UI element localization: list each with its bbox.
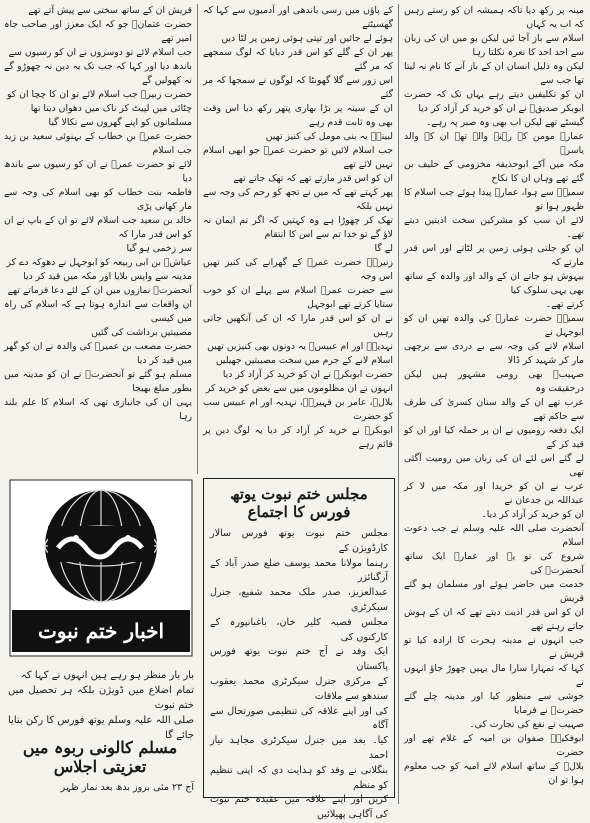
right-column-line: اسلام لانے کی وجہ سے بے دردی سے برچھی مار کر شہید کر ڈالا <box>404 341 584 366</box>
right-column-line: سمیہؓ سے ہوا، عمارؓ پیدا ہوئے جب اسلام کا ظہور ہوا تو <box>404 187 584 212</box>
middle-column-line: بلالؓ، عامر بن فہیرہؓ، نہدیہ اور ام عبیس سب کو حضرت <box>203 397 393 422</box>
left-column-line: مدینہ سے واپس بلایا اور مکہ میں قید کر دیا <box>23 271 192 282</box>
middle-column-line: جب اسلام لائیں تو حضرت عمرؓ جو ابھی اسلام نہیں لائے تھے <box>203 145 393 170</box>
middle-column-line: نہدیہؓ اور ام عبیسؓ یہ دونوں بھی کنیزیں تھیں <box>207 341 393 352</box>
right-column-line: سمیہؓ حضرت عمارؓ کی والدہ تھیں ان کو ابوجہل نے <box>404 313 584 338</box>
left-column-line: قریش ان کے ساتھ سختی سے پیش آتے تھے <box>28 5 192 16</box>
middle-column-line: ان کے سینہ پر بڑا بھاری پتھر رکھ دیا اس وقت بھی وہ ثابت قدم رہے <box>203 103 393 128</box>
middle-column-line: لے گا <box>374 243 393 254</box>
lower-news-line: بار بار منظر ہو رہے ہیں انہوں نے کہا کہ <box>21 670 194 681</box>
middle-column-line: پھر کہتے تھے کہ میں نے تجھ کو رحم کی وجہ سے نہیں بلکہ <box>203 187 393 212</box>
middle-column-line: ان کو اس قدر مارتے تھے کہ تھک جاتے تھے <box>233 173 393 184</box>
middle-column-line: سے حضرت عمرؓ اسلام سے پہلے ان کو خوب ستایا کرتے تھے ابوجہل <box>203 285 393 310</box>
announcement-line: مجلس قصبہ کلیر خان، باغبانپورہ کے کارکنوں کی <box>210 616 388 643</box>
right-column-line: ان کو جلتی ہوئی زمین پر لٹاتے اور اس قدر مارتے کہ <box>404 243 584 268</box>
left-column-line: خالد بن سعید جب اسلام لائے تو ان کے باپ نے ان کو اس قدر مارا کہ <box>4 215 192 240</box>
right-column-line: اسلام سے باز آجا ئیں لیکن یو میں ان کی زبان سے احد احد کا نعرہ نکلتا رہا <box>404 33 584 58</box>
left-column-line: عیاشؓ بن ابی ربیعہ کو ابوجہل نے دھوکہ دے کر <box>6 257 192 268</box>
column-rule-right <box>398 4 399 804</box>
left-column-line: مصیبتیں برداشت کی گئیں <box>91 327 192 338</box>
right-column-line: گیسٹے تھے لیکن اب بھی وہ صبر پہ رہے۔ <box>425 117 584 128</box>
middle-column-line: پھر ان کے گلے کو اس قدر دبایا کہ لوگ سمجھے کہ مر گئے <box>203 47 393 72</box>
announcement-line: کریں اور اپنے علاقہ میں عقیدہ ختم نبوت کی آگاہی پھیلائیں <box>210 794 388 821</box>
right-column-line: مکہ میں آکے ابوحذیفہ مخزومی کے حلیف بن گئے تھے وہاں ان کا نکاح <box>404 159 584 184</box>
right-column-line: آنحضرت صلی اللہ علیہ وسلم نے جب دعوت اسلام <box>404 523 584 548</box>
announcement-line: کے مرکزی جنرل سیکرٹری محمد یعقوب سندھو سے ملاقات <box>210 675 388 702</box>
left-column-text <box>4 4 192 468</box>
left-column-line: حضرت عمرؓ بن خطاب کے بہنوئی سعید بن زید جب اسلام <box>4 131 192 156</box>
middle-column-text <box>203 4 393 468</box>
middle-column-line: زنیرہؓ حضرت عمرؓ کے گھرانے کی کنیز تھیں اس وجہ <box>203 257 393 282</box>
right-column-line: کرتے تھے۔ <box>545 299 584 310</box>
left-column-line: چٹائی میں لپیٹ کر ناک میں دھواں دیتا تھا <box>30 103 192 114</box>
lower-news-line: تمام اضلاع میں ڈویژن بلکہ ہر تحصیل میں ختم نبوت <box>8 685 194 711</box>
lower-news-headline: مسلم کالونی ربوہ میں تعزیتی اجلاس <box>22 738 178 776</box>
announcement-body <box>210 527 388 823</box>
logo-title: اخبار ختم نبوت <box>12 610 190 652</box>
right-column-line: صہیبؓ بھی رومی مشہور ہیں لیکن درحقیقت وہ <box>404 369 584 394</box>
right-column-line: شروع کی تو یہ اور عمارؓ ایک ساتھ آنحضرتؐ کی <box>404 551 584 576</box>
left-column-line: باندھ دیا اور کہا کہ جب تک یہ دین نہ چھوڑو گے نہ کھولیں گے <box>4 61 192 86</box>
middle-column-line: اسلام لانے کے جرم میں سخت مصیبتیں جھیلیں <box>215 355 393 366</box>
middle-column-line: حضرت ابوبکرؓ نے ان کو خرید کر آزاد کر دیا <box>222 369 393 380</box>
left-column-line: حضرت زبیرؓ جب اسلام لائے تو ان کا چچا ان کو <box>6 89 192 100</box>
right-column-line: خدمت میں حاضر ہوئے اور مسلمان ہو گئے قریش <box>404 579 584 604</box>
left-column-line: جب اسلام لائے تو دوسروں نے ان کو رسیوں سے <box>8 47 192 58</box>
right-column-line: جب انہوں نے مدینہ ہجرت کا ارادہ کیا تو قریش نے <box>404 635 584 660</box>
left-column-line: لائے تو حضرت عمرؓ نے ان کو رسیوں سے باندھ دیا <box>4 159 192 184</box>
middle-column-line: لبینہؓ یہ بنی مومل کی کنیز تھیں <box>265 131 393 142</box>
right-column-line: خوشی سے منظور کیا اور مدینہ چلے گئے حضرتؐ نے فرمایا <box>404 691 584 716</box>
announcement-line: ایک وفد نے آج ختم نبوت یوتھ فورس پاکستان <box>210 646 388 673</box>
left-column-line: مسلمانوں کو اپنے گھروں سے نکالا گیا <box>48 117 192 128</box>
right-column-line: مینہ پر رکھ دیا تاکہ ہمیشہ ان کو رستے رہیں کہ اب یہ کہاں <box>404 5 584 30</box>
left-column-line: ان واقعات سے اندازہ ہوتا ہے کہ اسلام کی راہ میں کیسی <box>4 299 192 324</box>
right-column-line: لائے ان سب کو مشرکین سخت اذیتیں دیتے تھے۔ <box>404 215 584 240</box>
middle-column-line: کے پاؤں میں رسی باندھی اور آدمیوں سے کہا کہ گھسیٹتے <box>203 5 393 30</box>
announcement-title: مجلس ختم نبوت یوتھ فورس کا اجتماع <box>230 485 368 521</box>
right-column-line: ان کو اس قدر اذیت دیتے تھے کہ ان کے ہوش جاتے رہتے تھے <box>404 607 584 632</box>
right-column-line: بلالؓ کے ساتھ اسلام لائے امیہ کو جب معلوم ہوا تو ان <box>404 761 584 786</box>
left-column-line: حضرت مصعب بن عمیرؓ کی والدہ نے ان کو گھر میں قید کر دیا <box>4 341 192 366</box>
announcement-box <box>203 478 395 821</box>
middle-column-line: نے ان کو اس قدر مارا کہ ان کی آنکھیں جاتی رہیں <box>203 313 393 338</box>
left-column-line: مسلم ہو گئے تو آنحضرتؐ نے ان کو مدینہ میں بطور مبلغ بھیجا <box>4 369 192 394</box>
right-column-text <box>404 4 584 800</box>
right-column-line: بیہوش ہو جاتے ان کے والد اور والدہ کے ساتھ بھی یہی سلوک کیا <box>404 271 584 296</box>
announcement-line: کیا۔ بعد میں جنرل سیکرٹری مجاہد نیاز احمد <box>210 735 388 761</box>
announcement-line: عبدالعزیز، صدر ملک محمد شفیع، جنرل سیکرٹری <box>210 587 388 613</box>
column-rule-left <box>197 4 198 474</box>
announcement-line: کی اور اپنے علاقہ کی تنظیمی صورتحال سے آگاہ <box>210 705 388 732</box>
right-column-line: کہا کہ تمہارا سارا مال یہیں چھوڑ جاؤ انہوں نے <box>404 663 584 688</box>
right-column-line: عمارؓ مومن کے رہنے والے تھے ان کے والد یاسرؓ <box>404 131 584 156</box>
announcement-line: مجلس ختم نبوت یوتھ فورس سالار کارڈویژن کے <box>210 528 388 554</box>
middle-column-line: ابوبکرؓ نے خرید کر آزاد کر دیا یہ لوگ دین پر قائم رہے <box>203 425 393 450</box>
left-column-line: حضرت عثمانؓ جو کہ ایک معزز اور صاحب جاہ امیر تھے <box>4 19 192 44</box>
right-column-line: عرب نے ان کو خریدا اور مکہ میں لا کر عبداللہ بن جدعان نے <box>404 481 584 506</box>
left-column-line: سر زخمی ہو گیا <box>126 243 192 254</box>
announcement-line: رہنما مولانا محمد یوسف ضلع صدر آباد کے آرگنائزر <box>210 557 388 584</box>
middle-column-line: تھک کر چھوڑا ہے وہ کہتیں کہ اگر تم ایمان نہ لاؤ گے تو خدا تم سے اس کا انتقام <box>203 215 393 240</box>
right-column-line: لے گئے اس لئے ان کی زبان میں رومیت آگئی تھی <box>404 453 584 478</box>
right-column-line: عرب تھے ان کے والد سنان کسریٰ کی طرف سے حاکم تھے <box>404 397 584 422</box>
middle-column-line: اس زور سے گلا گھونٹا کہ لوگوں نے سمجھا کہ مر گئے <box>203 75 393 100</box>
left-column-line: فاطمہ بنت خطاب کو بھی اسلام کی وجہ سے مار کھانی پڑی <box>4 187 192 212</box>
right-column-line: صہیب نے نفع کی تجارت کی۔ <box>469 719 584 730</box>
right-column-line: ان کو تکلیفیں دیتے رہے یہاں تک کہ حضرت ابوبکر صدیقؓ نے ان کو خرید کر آزاد کر دیا <box>404 89 584 114</box>
right-column-line: ان کو خرید کر آزاد کر دیا۔ <box>481 509 584 520</box>
lower-news-line: صلی اللہ علیہ وسلم یوتھ فورس کا رکن بنایا جائے گا <box>8 715 194 741</box>
left-column-line: یہی ان کی جانبازی تھی کہ اسلام کا علم بلند رہا <box>4 397 192 422</box>
right-column-line: ابوفکیہؓ صفوان بن امیہ کے غلام تھے اور حضرت <box>404 733 584 758</box>
right-column-line: لیکن وہ ذلیل انسان ان کے باز آنے کا نام نہ لیتا تھا جب سے <box>404 61 584 86</box>
announcement-line: بنگلانی نے وفد کو ہدایت دی کہ اپنی تنظیم کو منظم <box>210 764 388 791</box>
right-column-line: ایک دفعہ رومیوں نے ان پر حملہ کیا اور ان کو قید کر کے <box>404 425 584 450</box>
left-column-line: آنحضرتؐ نمازوں میں ان کے لئے دعا فرماتے تھے <box>7 285 192 296</box>
lower-news-footer: آج ۲۳ مئی بروز بدھ بعد نماز ظہر <box>60 782 194 793</box>
newspaper-logo <box>6 478 196 658</box>
middle-column-line: انہوں نے ان مظلوموں میں سے بعض کو خرید کر <box>205 383 393 394</box>
middle-column-line: ہوئے لے جائیں اور تپتی ہوئی زمین پر لٹا دیں <box>221 33 393 44</box>
lower-news-intro <box>8 668 194 743</box>
